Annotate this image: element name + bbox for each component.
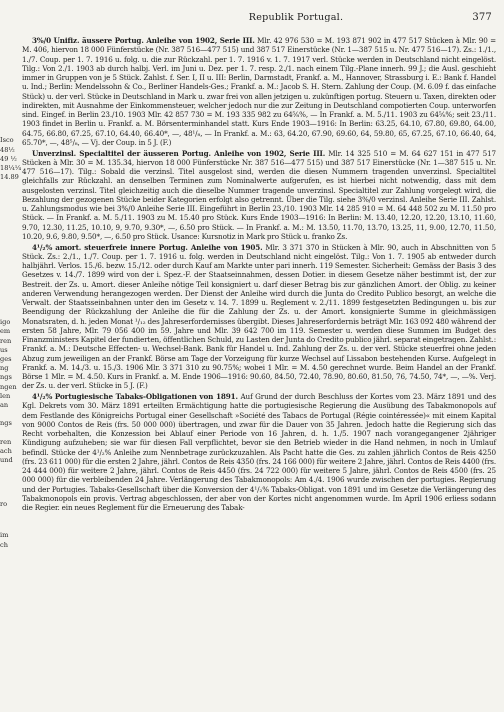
margin-note: 48½ (0, 146, 15, 154)
margin-note: im (0, 531, 9, 539)
section-body: Auf Grund der durch Beschluss der Kortes vom 23. März 1891 und des Kgl. Dekrets vom 30. März 1891 erteilten Ermächtigung hatte die portugiesische Regierung die Ausübung des Tabakmonopols auf dem Festlande des Königreichs Portugal einer Gesellschaft »Société des Tabacs de Portugal (Régie cointéressée)« mit einem Kapital von 9000 Contos de Reis (frs. 50 000 000) übertragen, und zwar für die Dauer von 35 Jahren. Jedoch hatte die Regierung sich das Recht vorbehalten, die Konzession bei Ablauf einer Periode von 16 Jahren, d. h. 1./5. 1907 nach vorangegangener 2jähriger Kündigung aufzuheben; sie war für diesen Fall verpflichtet, bevor sie den Betrieb wieder in die Hand nehmen, in noch in Umlauf befindl. Stücke der 4¹/₂% Anleihe zum Nennbetrage zurückzuzahlen. Als Pacht hatte die Ges. zu zahlen jährlich Contos de Reis 4250 (frs. 23 611 000) für die ersten 2 Jahre, jährl. Contos de Reis 4350 (frs. 24 166 000) für weitere 2 Jahre, jährl. Contos de Reis 4400 (frs. 24 444 000) für weitere 2 Jahre, jährl. Contos de Reis 4450 (frs. 24 722 000) für weitere 5 Jahre, jährl. Contos de Reis 4500 (frs. 25 000 000) für die verbleibenden 24 Jahre. Verlängerung des Tabakmonopols: Am 4./4. 1906 wurde zwischen der portugies. Regierung und der Portugies. Tabaks-Gesellschaft über die Konversion der 4¹/₂% Tabaks-Obligat. von 1891 und im Gesetze die Verlängerung des Tabakmonopols ein provis. Vertrag abgeschlossen, der aber von der Kortes nicht angenommen wurde. Im April 1906 erliess sodann die Regier. ein neues Reglement für die Erneuerung des Tabak- (22, 392, 497, 512)
margin-note: ngen (0, 383, 17, 391)
margin-note: igo (0, 318, 11, 326)
margin-note: ch (0, 541, 8, 549)
bond-section-1902-serie-iii (22, 36, 496, 147)
margin-note: ngs (0, 419, 12, 427)
section-body: Mlr. 14 325 510 = M. 64 627 151 in 477 517 Stücken à Mlr. 30 = M. 135.34, hiervon 18 000 Fünferstücke Nr. 387 516—477 515) und 387 517 Einerstücke (Nr. 1—387 515 u. Nr. 477 516—17). Tilg.: Sobald die verzinsl. Titel ausgelost sind, werden die diesen Nummern tragenden unverzinsl. Specialtitel gleichfalls zur Rückzahl. an denselben Terminen zum Nominalwerte aufgerufen, es ist hierbei nicht notwendig, dass mit dem ausgelosten verzinsl. Titel gleichzeitig auch die dieselbe Nummer tragende unverzinsl. Specialtitel zur Zahlung vorgelegt wird, die Bezahlung der gezogenen Stücke beider Kategorien erfolgt also getrennt. Über die Tilg. siehe 3%/0 verzinsl. Anleihe Serie III. Zahlst. u. Zahlungsmodus wie bei 3%/0 Anleihe Serie III. Eingeführt in Berlin 23./10. 1903 Mlr. 14 285 910 = M. 64 448 502 zu M. 11.50 pro Stück. — In Frankf. a. M. 5./11. 1903 zu M. 15.40 pro Stück. Kurs Ende 1903—1916: In Berlin: M. 13.40, 12.20, 12.20, 13.10, 11.60, 9.70, 12.30, 11.25, 10.10, 9, 9.70, 9.30*, —, 6.50 pro Stück. — In Frankf. a. M.: M. 13.50, 11.70, 13.70, 13.25, 11, 9.00, 12.70, 11.50, 10.20, 9.6, 9.80, 9.50*, —, 6.50 pro Stück. Usance: Kursnotiz in Mark pro Stück u. franko Zs. (22, 148, 496, 241)
left-margin-notes (0, 0, 22, 712)
main-text-column (22, 36, 496, 704)
margin-note: us (0, 346, 8, 354)
section-body: Mlr. 3 371 370 in Stücken à Mlr. 90, auch in Abschnitten von 5 Stück. Zs.: 2./1., 1./7. Coup. per 1. 7. 1916 u. folg. werden in Deutschland nicht eingelöst. Tilg.: Von 1. 7. 1905 ab entweder durch halbjährl. Verlos. 15./6. bezw. 15./12. oder durch Kauf am Markte unter pari innerh. 119 Semester. Sicherheit: Gemäss der Basis 3 des Gesetzes v. 14./7. 1899 wird von der i. Spez.-F. der Staatseinnahmen, dessen Dotier. in diesem Gesetze näher bestimmt ist, der zur Bestreit. der Zs. u. Amort. dieser Anleihe nötige Teil konsigniert u. darf dieser Betrag bis zur gänzlichen Amort. der Oblig. zu keiner anderen Verwendung herangezogen werden. Der Dienst der Anleihe wird durch die Junta do Credito Publico besorgt, an welche die Verwalt. der Staatsseinbahnen unter den im Gesetz v. 14. 7. 1899 u. Reglement v. 2./11. 1899 festgesetzten Bedingungen u. bis zur Beendigung der Rückzahlung der Anleihe die für die Zahlung der Zs. u. der Amort. konsignierte Summe in gleichmässigen Monatsraten, d. h. jeden Monat ¹/₁₂ des Jahreserfordernisses übergibt. Dieses Jahreserfordernis beträgt Mlr. 163 092 480 während der ersten 58 Jahre, Mlr. 79 056 400 im 59. Jahre und Mlr. 39 642 700 im 119. Semester u. werden diese Summen im Budget des Finanzministers Kapitel der fundierten, öffentlichen Schuld, zu Lasten der Junta do Credito publico jährl. separat eingetragen. Zahlst.: Frankf. a. M.: Deutsche Effecten- u. Wechsel-Bank. Bank für Handel u. Ind. Zahlung der Zs. u. der verl. Stücke steuerfrei ohne jeden Abzug zum jeweiligen an der Frankf. Börse am Tage der Vorzeigung für kurze Wechsel auf Lissabon bestehenden Kurse. Aufgelegt in Frankf. a. M. 14./3. u. 15./3. 1906 Mlr. 3 371 310 zu 90.75%; wobei 1 Mlr. = M. 4.50 gerechnet wurde. Beim Handel an der Frankf. Börse 1 Mlr. = M. 4.50. Kurs in Frankf. a. M. Ende 1906—1916: 90.60, 84.50, 72.40, 78.90, 80.60, 81.50, 76, 74.50, 74*, —, —%. Verj. der Zs. u. der verl. Stücke in 5 J. (F.) (22, 242, 496, 391)
margin-note: 18¼¼ (0, 164, 22, 172)
margin-note: ren (0, 337, 12, 345)
section-paragraph (22, 149, 496, 242)
margin-note: Isco (0, 136, 14, 144)
margin-note: em (0, 327, 11, 335)
header-title: Republik Portugal. (248, 12, 344, 23)
section-paragraph (22, 392, 496, 512)
section-paragraph (22, 36, 496, 147)
running-header (96, 12, 496, 28)
bond-section-tabaks-1891 (22, 392, 496, 512)
bond-section-specialtitel (22, 149, 496, 242)
margin-note: ren (0, 438, 12, 446)
section-heading: Unverzinsl. Specialtitel der äusseren Portug. Anleihe von 1902, Serie III. (32, 148, 326, 158)
margin-note: len (0, 392, 11, 400)
section-paragraph (22, 243, 496, 391)
margin-note: ges (0, 355, 12, 363)
margin-note: 14.89 (0, 173, 19, 181)
margin-note: 49 ½ (0, 155, 17, 163)
page-number: 377 (472, 12, 492, 23)
margin-note: an (0, 401, 9, 409)
section-heading: 3%/0 Unifiz. äussere Portug. Anleihe von 1902, Serie III. (32, 36, 255, 45)
margin-note: ngs (0, 373, 12, 381)
section-heading: 4¹/₂% Portugiesische Tabaks-Obligationen von 1891. (32, 392, 238, 401)
section-body: Mlr. 42 976 530 = M. 193 871 902 in 477 517 Stücken à Mlr. 90 = M. 406, hiervon 18 000 Fünferstücke (Nr. 387 516—477 515) und 387 517 Einerstücke (Nr. 1—387 515 u. Nr. 477 516—17). Zs.: 1./1., 1./7. Coup. per 1. 7. 1916 u. folg. u. die zur Rückzahl. per 1. 7. 1916 v. 1. 7. 1917 verl. Stücke werden in Deutschland nicht eingelöst. Tilg.: Von 2./1. 1903 ab durch halbj. Verl. im Juni u. Dez. per 1. 7. resp. 2./1. nach einem Tilg.-Plane innerh. 99 J.; die Ausl. geschieht immer in Gruppen von je 5 Stück. Zahlst. f. Ser. I, II u. III: Berlin, Darmstadt, Frankf. a. M., Hannover, Strassburg i. E.: Bank f. Handel u. Ind.; Berlin: Mendelssohn & Co., Berliner Handels-Ges.; Frankf. a. M.: Jacob S. H. Stern. Zahlung der Coup. (M. 6.09 f. das einfache Stück) u. der verl. Stücke in Deutschland in Mark u. zwar frei von allen jetzigen u. zukünftigen portug. Steuern u. Taxen, direkten oder indirekten, mit Ausnahme der Einkommensteuer, welcher jedoch nur die zur Zeitung in Deutschland compotierten Coup. unterworfen sind. Eingef. in Berlin 23./10. 1903 Mlr. 42 857 730 = M. 193 335 982 zu 64⁵⁄₈%, — In Frankf. a. M. 5./11. 1903 zu 64⁵⁄₈%; seit 23./11. 1903 findet in Berlin u. Frankf. a. M. Börsenterminhandel statt. Kurs Ende 1903—1916: In Berlin: 63.25, 64.10, 67.80, 69.80, 64.00, 64.75, 66.80, 67.25, 67.10, 64.40, 66.40*, —, 48¹/₈, — In Frankf. a. M.: 63, 64.20, 67.90, 69.60, 64, 59.80, 65, 67.25, 67.10, 66.40, 64, 65.70*, —, 48⁵/₈, — Vj. der Coup. in 5 J. (F.) (22, 36, 496, 147)
margin-note: ng (0, 364, 9, 372)
margin-note: ro (0, 500, 8, 508)
bond-section-1905 (22, 243, 496, 391)
margin-note: und (0, 456, 13, 464)
section-heading: 4¹/₂% amort. steuerfreie innere Portug. Anleihe von 1905. (32, 242, 263, 252)
margin-note: ach (0, 447, 12, 455)
